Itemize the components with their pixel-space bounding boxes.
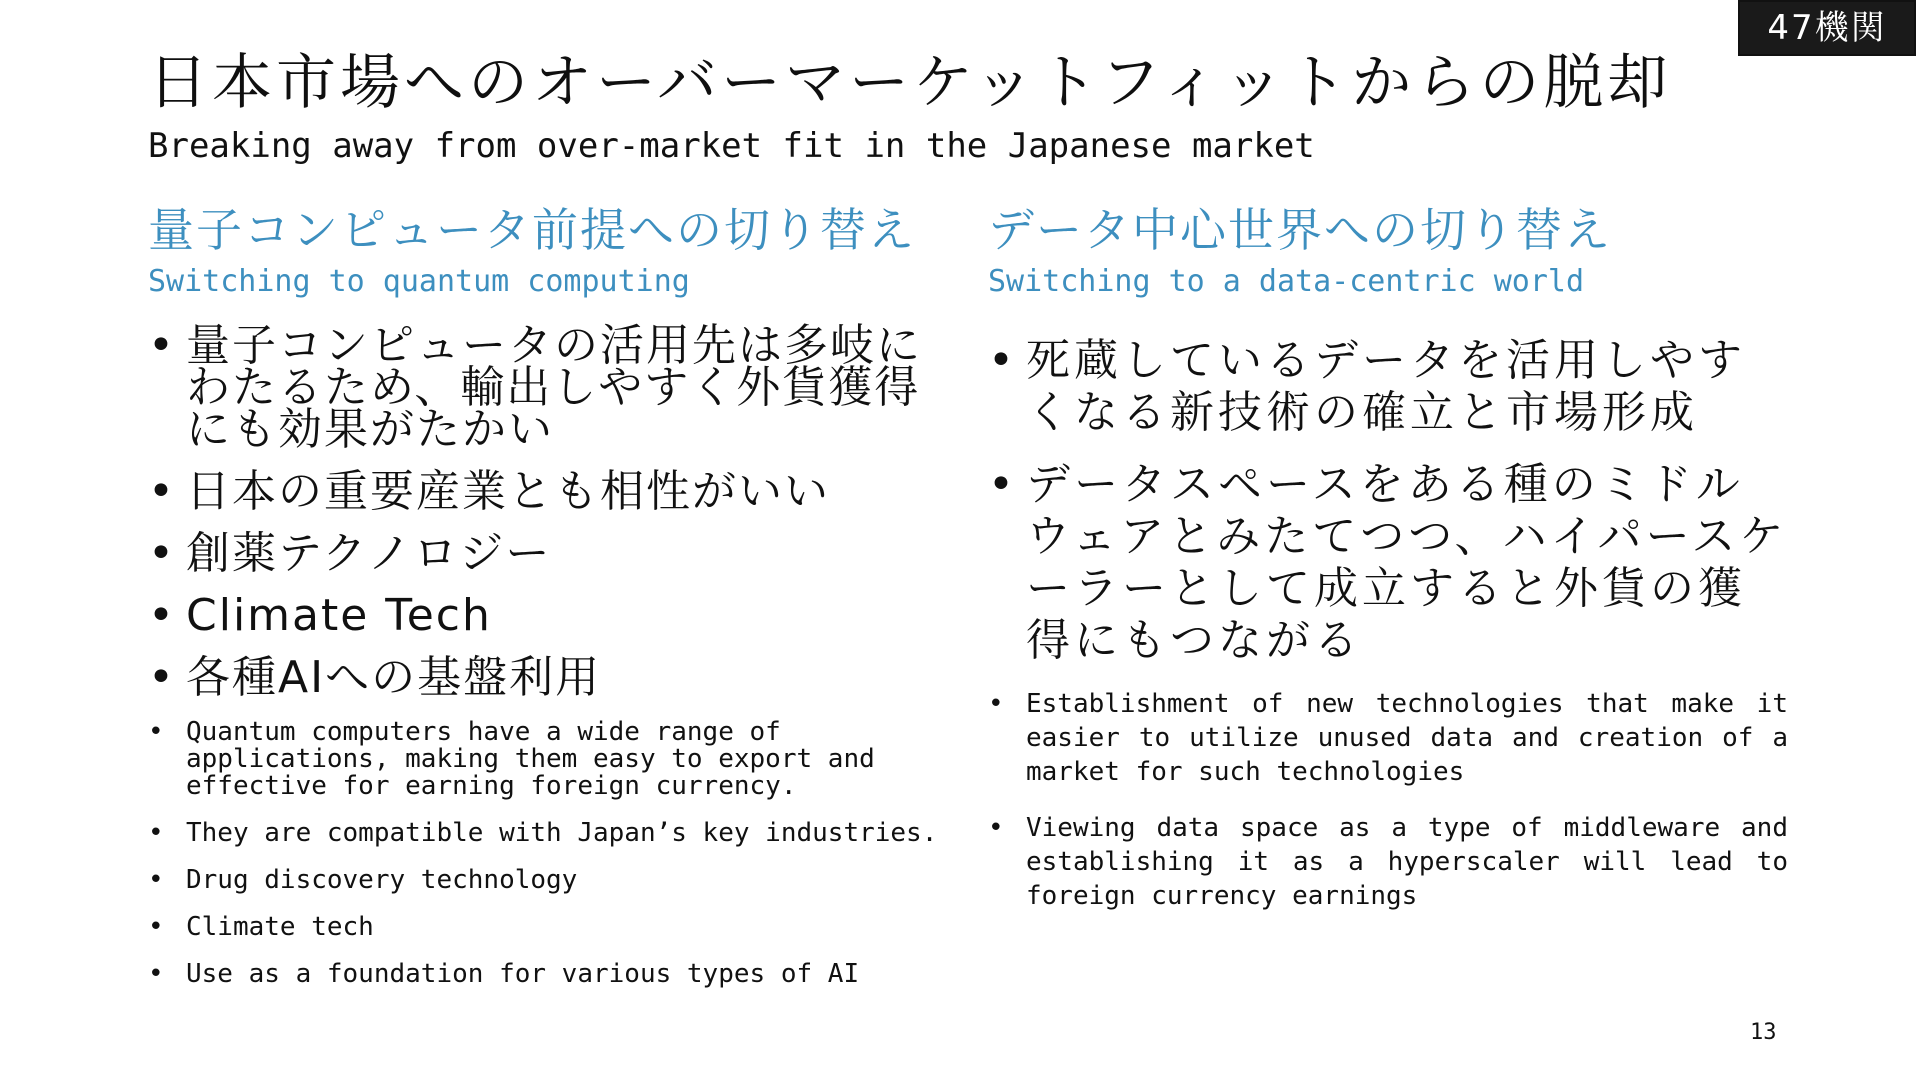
left-heading-en: Switching to quantum computing <box>148 263 690 299</box>
list-item: • Use as a foundation for various types of AI <box>148 961 938 988</box>
list-item: • Establishment of new technologies that make it easier to utilize unused data and creation of a market for such technologies <box>988 687 1788 789</box>
right-column <box>988 205 1788 935</box>
list-item: • 量子コンピュータの活用先は多岐にわたるため、輸出しやすく外貨獲得にも効果がたかい <box>148 325 938 451</box>
logo-text: 47機関 <box>1767 8 1887 48</box>
left-en-list <box>148 716 938 989</box>
left-heading: 量子コンピュータ前提への切り替え <box>148 203 916 257</box>
list-item: • 各種AIへの基盤利用 <box>148 657 938 699</box>
right-heading-en: Switching to a data-centric world <box>988 263 1585 299</box>
list-item: • Quantum computers have a wide range of applications, making them easy to export and effective for earning foreign currency. <box>148 719 938 800</box>
list-item: • They are compatible with Japan’s key industries. <box>148 820 938 847</box>
right-heading: データ中心世界への切り替え <box>988 203 1612 257</box>
list-item: • Climate Tech <box>148 595 938 637</box>
left-jp-list <box>148 319 938 703</box>
list-item: • 死蔵しているデータを活用しやすくなる新技術の確立と市場形成 <box>988 335 1788 439</box>
list-item: • Drug discovery technology <box>148 867 938 894</box>
slide-title: 日本市場へのオーバーマーケットフィットからの脱却 <box>148 48 1672 118</box>
list-item: • 日本の重要産業とも相性がいい <box>148 471 938 513</box>
logo <box>1738 0 1916 56</box>
slide-subtitle: Breaking away from over-market fit in the Japanese market <box>148 126 1315 166</box>
list-item: • Climate tech <box>148 914 938 941</box>
page-number: 13 <box>1750 1020 1777 1045</box>
right-en-list <box>988 687 1788 913</box>
left-column <box>148 205 938 1008</box>
right-jp-list <box>988 335 1788 667</box>
list-item: • データスペースをある種のミドルウェアとみたてつつ、ハイパースケーラーとして成立すると外貨の獲得にもつながる <box>988 459 1788 667</box>
list-item: • 創薬テクノロジー <box>148 533 938 575</box>
list-item: • Viewing data space as a type of middleware and establishing it as a hyperscaler will lead to foreign currency earnings <box>988 811 1788 913</box>
